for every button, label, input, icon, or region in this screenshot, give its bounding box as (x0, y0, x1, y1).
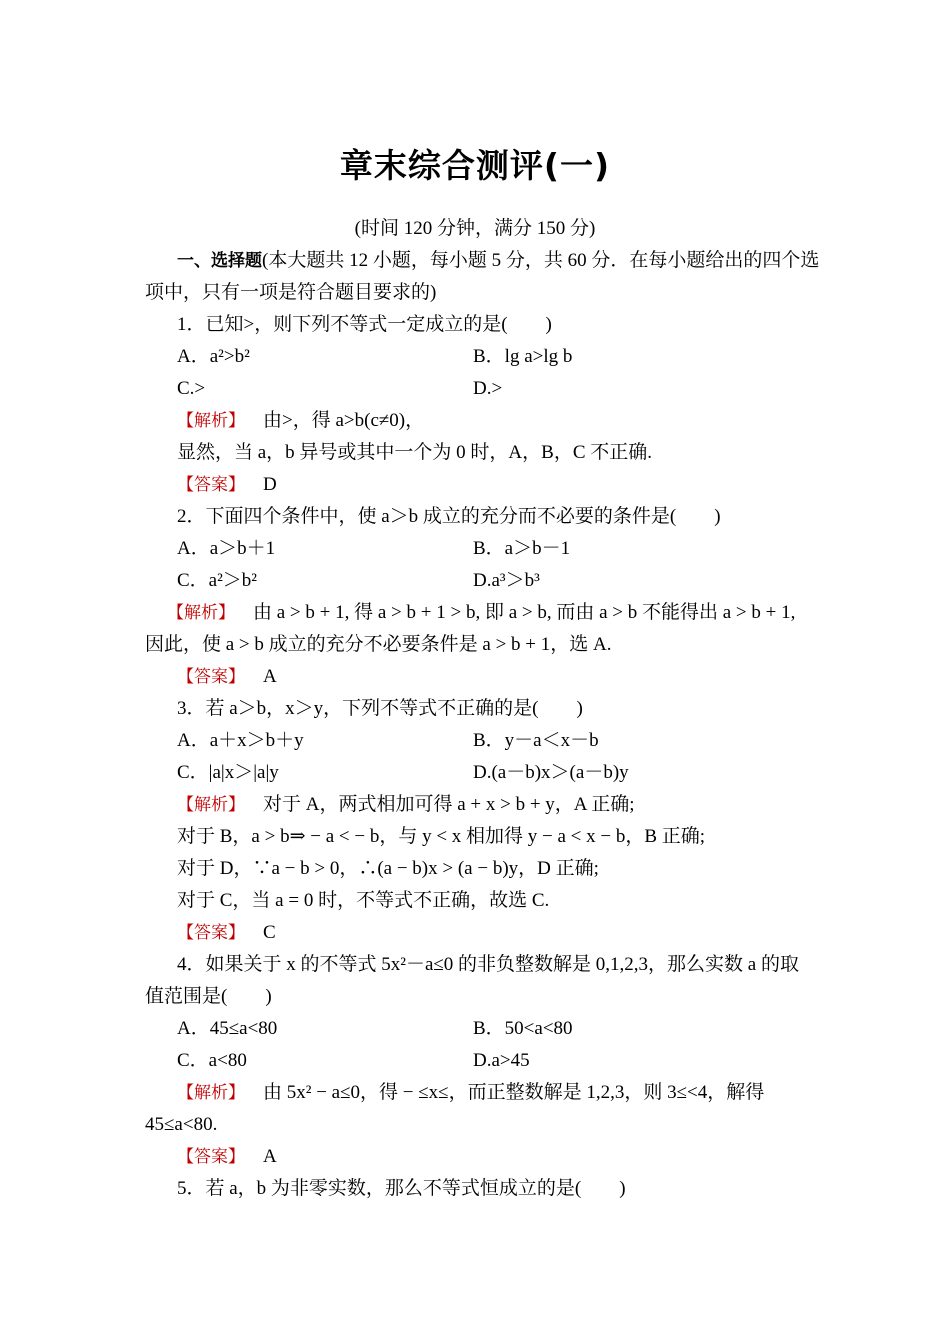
q4-stem-cont: 值范围是( ) (145, 986, 272, 1007)
q4-option-d: D.a>45 (473, 1050, 530, 1071)
q1-stem: 1．已知>，则下列不等式一定成立的是( ) (177, 314, 552, 335)
q1-answer-value: D (263, 474, 277, 495)
q2-stem: 2．下面四个条件中，使 a＞b 成立的充分而不必要的条件是( ) (177, 506, 721, 527)
analysis-tag: 【解析】 (177, 411, 245, 431)
q3-option-b: B．y－a＜x－b (473, 730, 599, 751)
analysis-tag: 【解析】 (167, 603, 235, 623)
q1-analysis-cont: 显然，当 a，b 异号或其中一个为 0 时，A，B，C 不正确. (177, 442, 653, 463)
q4-answer-value: A (263, 1146, 277, 1167)
q2-analysis-cont: 因此，使 a > b 成立的充分不必要条件是 a > b + 1，选 A. (145, 634, 612, 655)
answer-tag: 【答案】 (177, 667, 245, 687)
q2-analysis (167, 600, 795, 626)
q4-option-b: B．50<a<80 (473, 1018, 573, 1039)
q2-option-c: C．a²＞b² (177, 570, 257, 591)
q3-answer-value: C (263, 922, 276, 943)
q1-option-c: C.> (177, 378, 206, 399)
q3-analysis-line3: 对于 D，∵a − b > 0，∴(a − b)x > (a − b)y，D 正确; (177, 858, 599, 879)
section-intro-cont: 项中，只有一项是符合题目要求的) (145, 282, 437, 303)
page-subtitle: (时间 120 分钟，满分 150 分) (354, 218, 596, 239)
q3-analysis-line4: 对于 C，当 a = 0 时，不等式不正确，故选 C. (177, 890, 550, 911)
q2-option-d: D.a³＞b³ (473, 570, 540, 591)
q1-answer (177, 472, 277, 498)
answer-tag: 【答案】 (177, 923, 245, 943)
q4-option-a: A．45≤a<80 (177, 1018, 278, 1039)
analysis-tag: 【解析】 (177, 795, 245, 815)
q2-analysis-text: 由 a > b + 1, 得 a > b + 1 > b, 即 a > b, 而由 a > b 不能得出 a > b + 1, (253, 602, 796, 623)
section-heading: 一、选择题 (177, 251, 262, 271)
q2-option-a: A．a＞b＋1 (177, 538, 276, 559)
q3-stem: 3．若 a＞b，x＞y，下列不等式不正确的是( ) (177, 698, 583, 719)
section-intro (177, 248, 819, 274)
q3-option-a: A．a＋x＞b＋y (177, 730, 304, 751)
q3-analysis-text: 对于 A，两式相加可得 a + x > b + y，A 正确; (263, 794, 635, 815)
q1-analysis (177, 408, 424, 434)
q2-option-b: B．a＞b－1 (473, 538, 571, 559)
q2-answer (177, 664, 277, 690)
q3-answer (177, 920, 276, 946)
q4-analysis-text: 由 5x² − a≤0，得 − ≤x≤，而正整数解是 1,2,3，则 3≤<4，解得 (263, 1082, 765, 1103)
q4-answer (177, 1144, 277, 1170)
answer-tag: 【答案】 (177, 475, 245, 495)
q3-option-c: C．|a|x＞|a|y (177, 762, 279, 783)
section-intro-text: (本大题共 12 小题，每小题 5 分，共 60 分．在每小题给出的四个选 (262, 250, 820, 271)
q1-analysis-text: 由>，得 a>b(c≠0)， (263, 410, 425, 431)
analysis-tag: 【解析】 (177, 1083, 245, 1103)
answer-tag: 【答案】 (177, 1147, 245, 1167)
q3-analysis-line2: 对于 B，a > b⇒ − a < − b，与 y < x 相加得 y − a < x − b，B 正确; (177, 826, 706, 847)
q4-analysis (177, 1080, 764, 1106)
q4-stem: 4．如果关于 x 的不等式 5x²－a≤0 的非负整数解是 0,1,2,3，那么实数 a 的取 (177, 954, 799, 975)
page-title: 章末综合测评(一) (339, 146, 611, 185)
q1-option-b: B．lg a>lg b (473, 346, 573, 367)
q1-option-d: D.> (473, 378, 503, 399)
q1-option-a: A．a²>b² (177, 346, 250, 367)
q3-option-d: D.(a－b)x＞(a－b)y (473, 762, 629, 783)
q4-option-c: C．a<80 (177, 1050, 247, 1071)
q4-analysis-cont: 45≤a<80. (145, 1114, 218, 1135)
q3-analysis (177, 792, 635, 818)
q2-answer-value: A (263, 666, 277, 687)
q5-stem: 5．若 a，b 为非零实数，那么不等式恒成立的是( ) (177, 1178, 626, 1199)
